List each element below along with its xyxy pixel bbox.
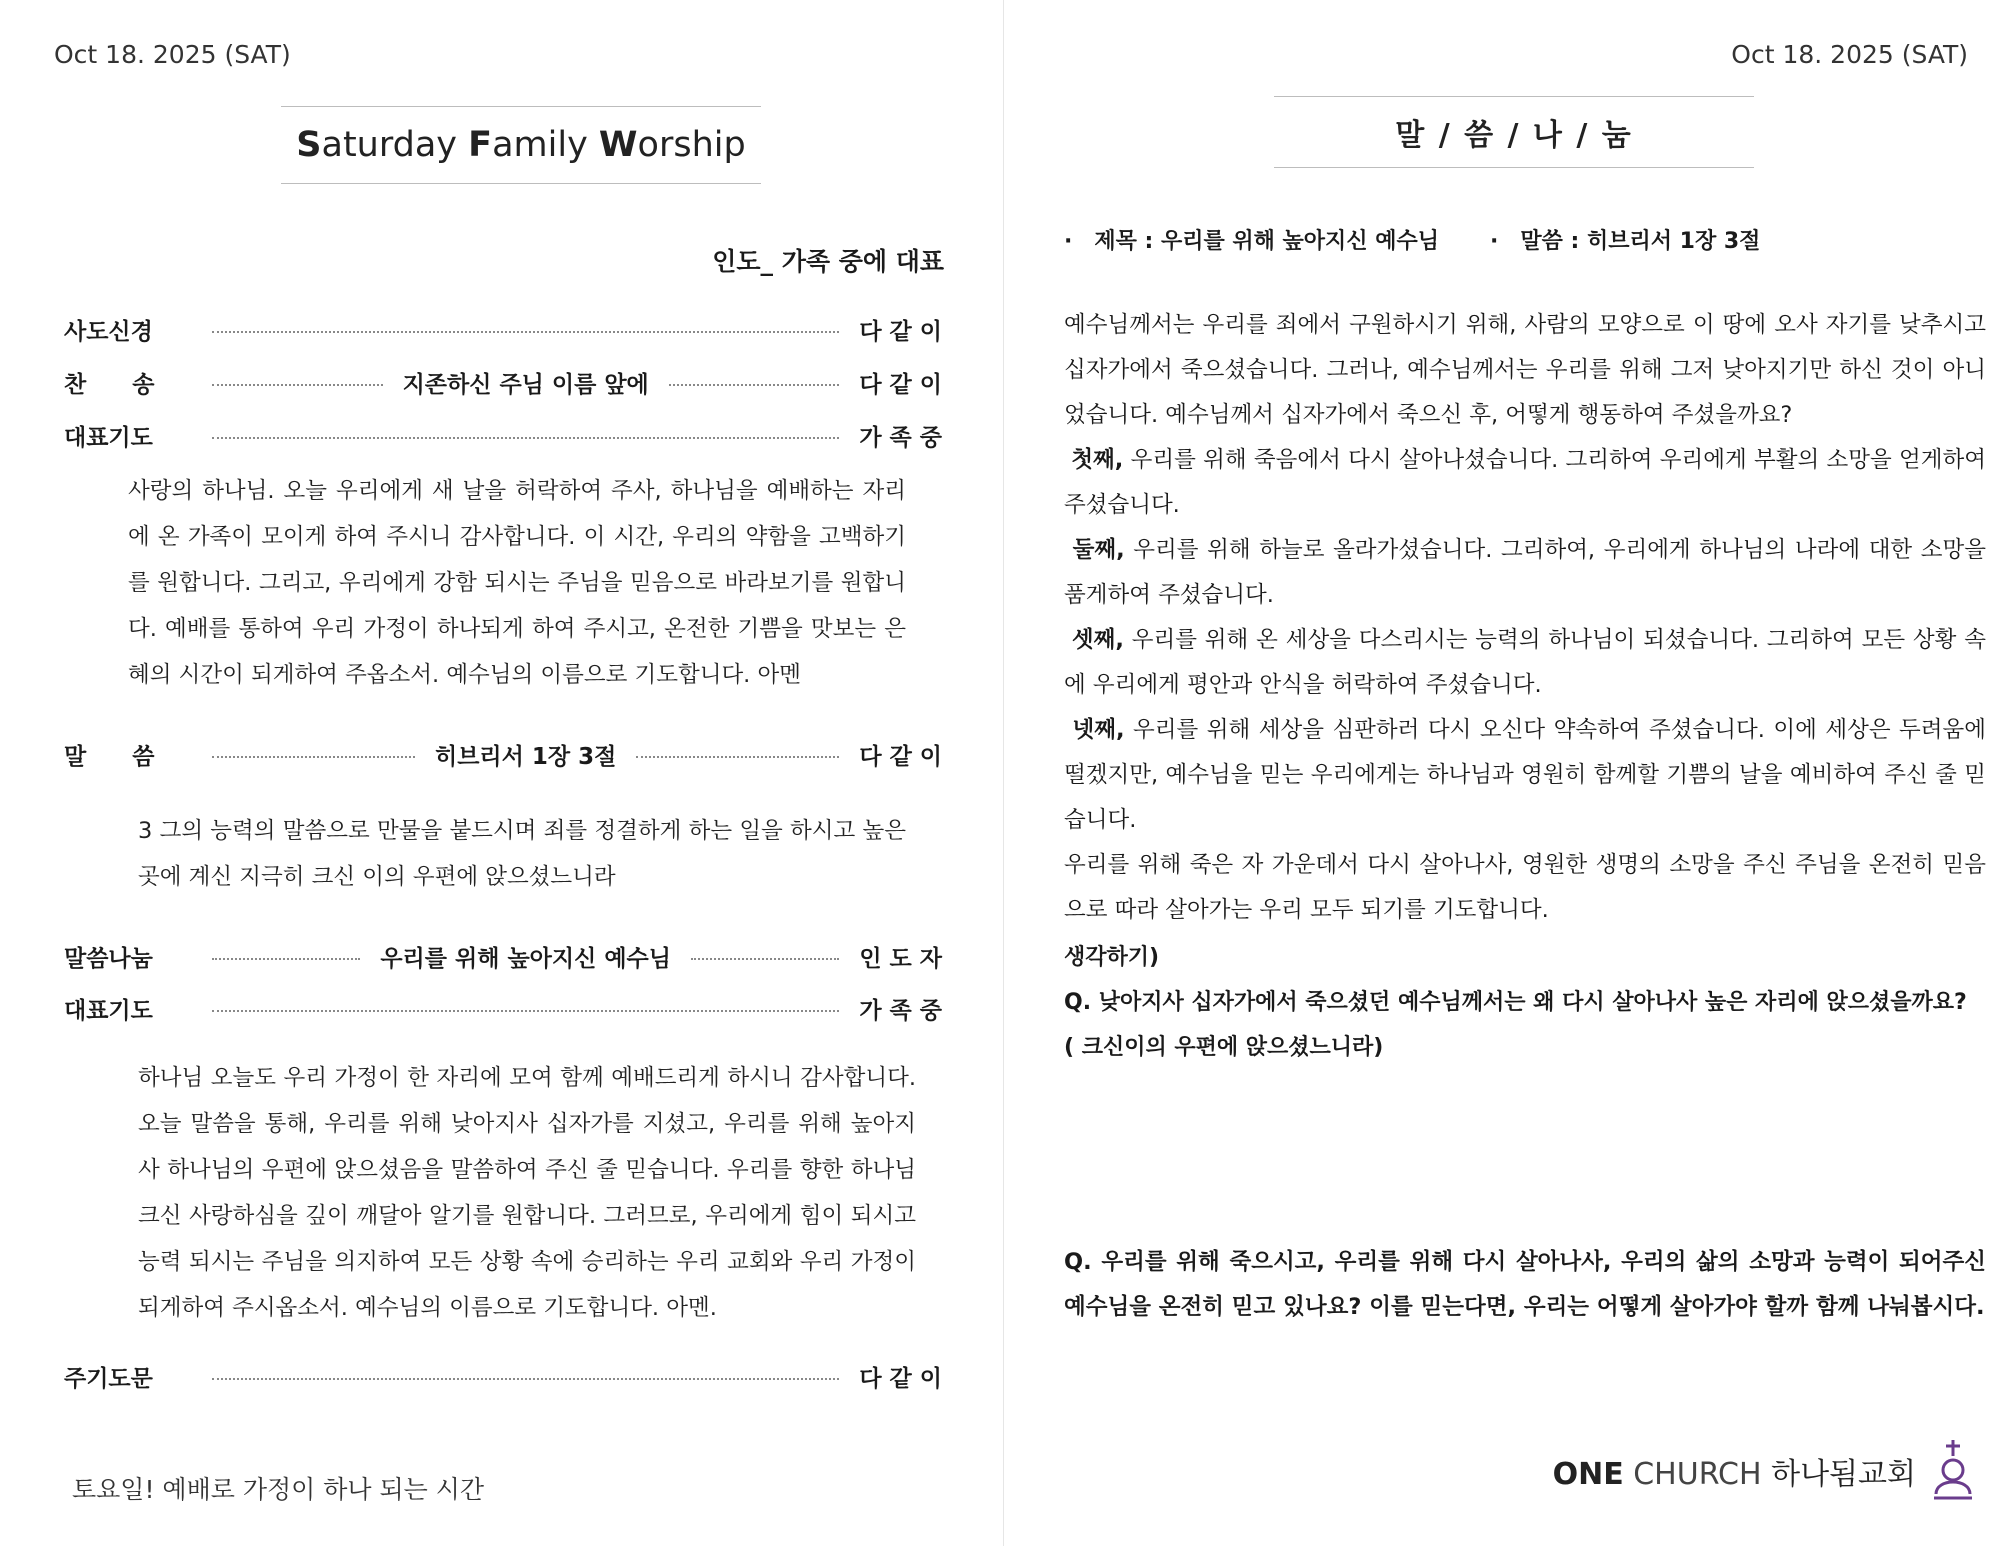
sermon-intro: 예수님께서는 우리를 죄에서 구원하시기 위해, 사람의 모양으로 이 땅에 오사 자기를 낮추시고 십자가에서 죽으셨습니다. 그러나, 예수님께서는 우리를 위해 그저 낮아지기만 하신 것이 아니었습니다. 예수님께서 십자가에서 죽으신 후, 어떻게 행동하여 주셨을까요?	[1064, 312, 1986, 428]
order-prayer-2: 대표기도 가 족 중	[64, 997, 942, 1024]
sermon-closing: 우리를 위해 죽은 자 가운데서 다시 살아나사, 영원한 생명의 소망을 주신 주님을 온전히 믿음으로 따라 살아가는 우리 모두 되기를 기도합니다.	[1064, 852, 1986, 923]
think-label: 생각하기)	[1064, 945, 1160, 970]
dotted-leader	[212, 958, 360, 960]
subject-line: · 제목 : 우리를 위해 높아지신 예수님	[1064, 229, 1439, 254]
question-2: Q. 우리를 위해 죽으시고, 우리를 위해 다시 살아나사, 우리의 삶의 소망과 능력이 되어주신 예수님을 온전히 믿고 있나요? 이를 믿는다면, 우리는 어떻게 살아가야 할까 함께 나눠봅시다.	[1064, 1249, 1986, 1320]
dotted-leader	[636, 756, 839, 758]
dotted-leader	[212, 1010, 839, 1012]
prayer-1-text: 사랑의 하나님. 오늘 우리에게 새 날을 허락하여 주사, 하나님을 예배하는 자리에 온 가족이 모이게 하여 주시니 감사합니다. 이 시간, 우리의 약함을 고백하기를 원합니다. 그리고, 우리에게 강함 되시는 주님을 믿음으로 바라보기를 원합니다. 예배를 통하여 우리 가정이 하나되게 하여 주시고, 온전한 기쁨을 맛보는 은혜의 시간이 되게하여 주옵소서. 예수님의 이름으로 기도합니다. 아멘	[128, 478, 906, 688]
sharing-title: 말 / 씀 / 나 / 눔	[1395, 118, 1633, 153]
dotted-leader	[212, 331, 839, 333]
order-word: 말 씀 히브리서 1장 3절 다 같 이	[64, 743, 943, 770]
sermon-body	[1064, 303, 1986, 933]
dotted-leader	[212, 437, 839, 439]
leader-note: 인도_ 가족 중에 대표	[712, 247, 944, 276]
dotted-leader	[212, 1378, 839, 1380]
order-creed: 사도신경 다 같 이	[64, 318, 942, 345]
scripture-verse: 3 그의 능력의 말씀으로 만물을 붙드시며 죄를 정결하게 하는 일을 하시고 높은 곳에 계신 지극히 크신 이의 우편에 앉으셨느니라	[138, 818, 906, 890]
church-name: ONE CHURCH 하나됨교회	[1552, 1457, 1916, 1492]
order-prayer-1: 대표기도 가 족 중	[64, 424, 942, 451]
question-1: Q. 낮아지사 십자가에서 죽으셨던 예수님께서는 왜 다시 살아나사 높은 자리에 앉으셨을까요?	[1064, 990, 1967, 1015]
scripture-line: · 말씀 : 히브리서 1장 3절	[1490, 229, 1761, 254]
dotted-leader	[669, 384, 840, 386]
worship-title: Saturday Family Worship	[296, 125, 746, 165]
question-1-answer: ( 크신이의 우편에 앉으셨느니라)	[1064, 1035, 1384, 1060]
order-hymn: 찬 송 지존하신 주님 이름 앞에 다 같 이	[64, 371, 942, 398]
sharing-title-box	[1274, 96, 1754, 168]
church-logo-icon	[1930, 1438, 1976, 1504]
dotted-leader	[691, 958, 839, 960]
left-date: Oct 18. 2025 (SAT)	[54, 40, 291, 69]
right-page	[1004, 0, 2004, 1546]
point-1: 첫째, 우리를 위해 죽음에서 다시 살아나셨습니다. 그리하여 우리에게 부활의 소망을 얻게하여 주셨습니다.	[1064, 447, 1986, 518]
prayer-2-text: 하나님 오늘도 우리 가정이 한 자리에 모여 함께 예배드리게 하시니 감사합니다. 오늘 말씀을 통해, 우리를 위해 낮아지사 십자가를 지셨고, 우리를 위해 높아지사 하나님의 우편에 앉으셨음을 말씀하여 주신 줄 믿습니다. 우리를 향한 하나님 크신 사랑하심을 깊이 깨달아 알기를 원합니다. 그러므로, 우리에게 힘이 되시고 능력 되시는 주님을 의지하여 모든 상황 속에 승리하는 우리 교회와 우리 가정이 되게하여 주시옵소서. 예수님의 이름으로 기도합니다. 아멘.	[138, 1065, 916, 1321]
dotted-leader	[212, 756, 415, 758]
right-date: Oct 18. 2025 (SAT)	[1731, 40, 1968, 69]
point-3: 셋째, 우리를 위해 온 세상을 다스리시는 능력의 하나님이 되셨습니다. 그리하여 모든 상황 속에 우리에게 평안과 안식을 허락하여 주셨습니다.	[1064, 627, 1986, 698]
order-sharing: 말씀나눔 우리를 위해 높아지신 예수님 인 도 자	[64, 945, 942, 972]
footer-slogan: 토요일! 예배로 가정이 하나 되는 시간	[72, 1475, 485, 1504]
point-4: 넷째, 우리를 위해 세상을 심판하러 다시 오신다 약속하여 주셨습니다. 이에 세상은 두려움에 떨겠지만, 예수님을 믿는 우리에게는 하나님과 영원히 함께할 기쁨의 날을 예비하여 주신 줄 믿습니다.	[1064, 717, 1986, 833]
church-logo	[1553, 1438, 1976, 1504]
dotted-leader	[212, 384, 383, 386]
point-2: 둘째, 우리를 위해 하늘로 올라가셨습니다. 그리하여, 우리에게 하나님의 나라에 대한 소망을 품게하여 주셨습니다.	[1064, 537, 1986, 608]
worship-title-box	[281, 106, 761, 184]
order-lords-prayer: 주기도문 다 같 이	[64, 1365, 942, 1392]
